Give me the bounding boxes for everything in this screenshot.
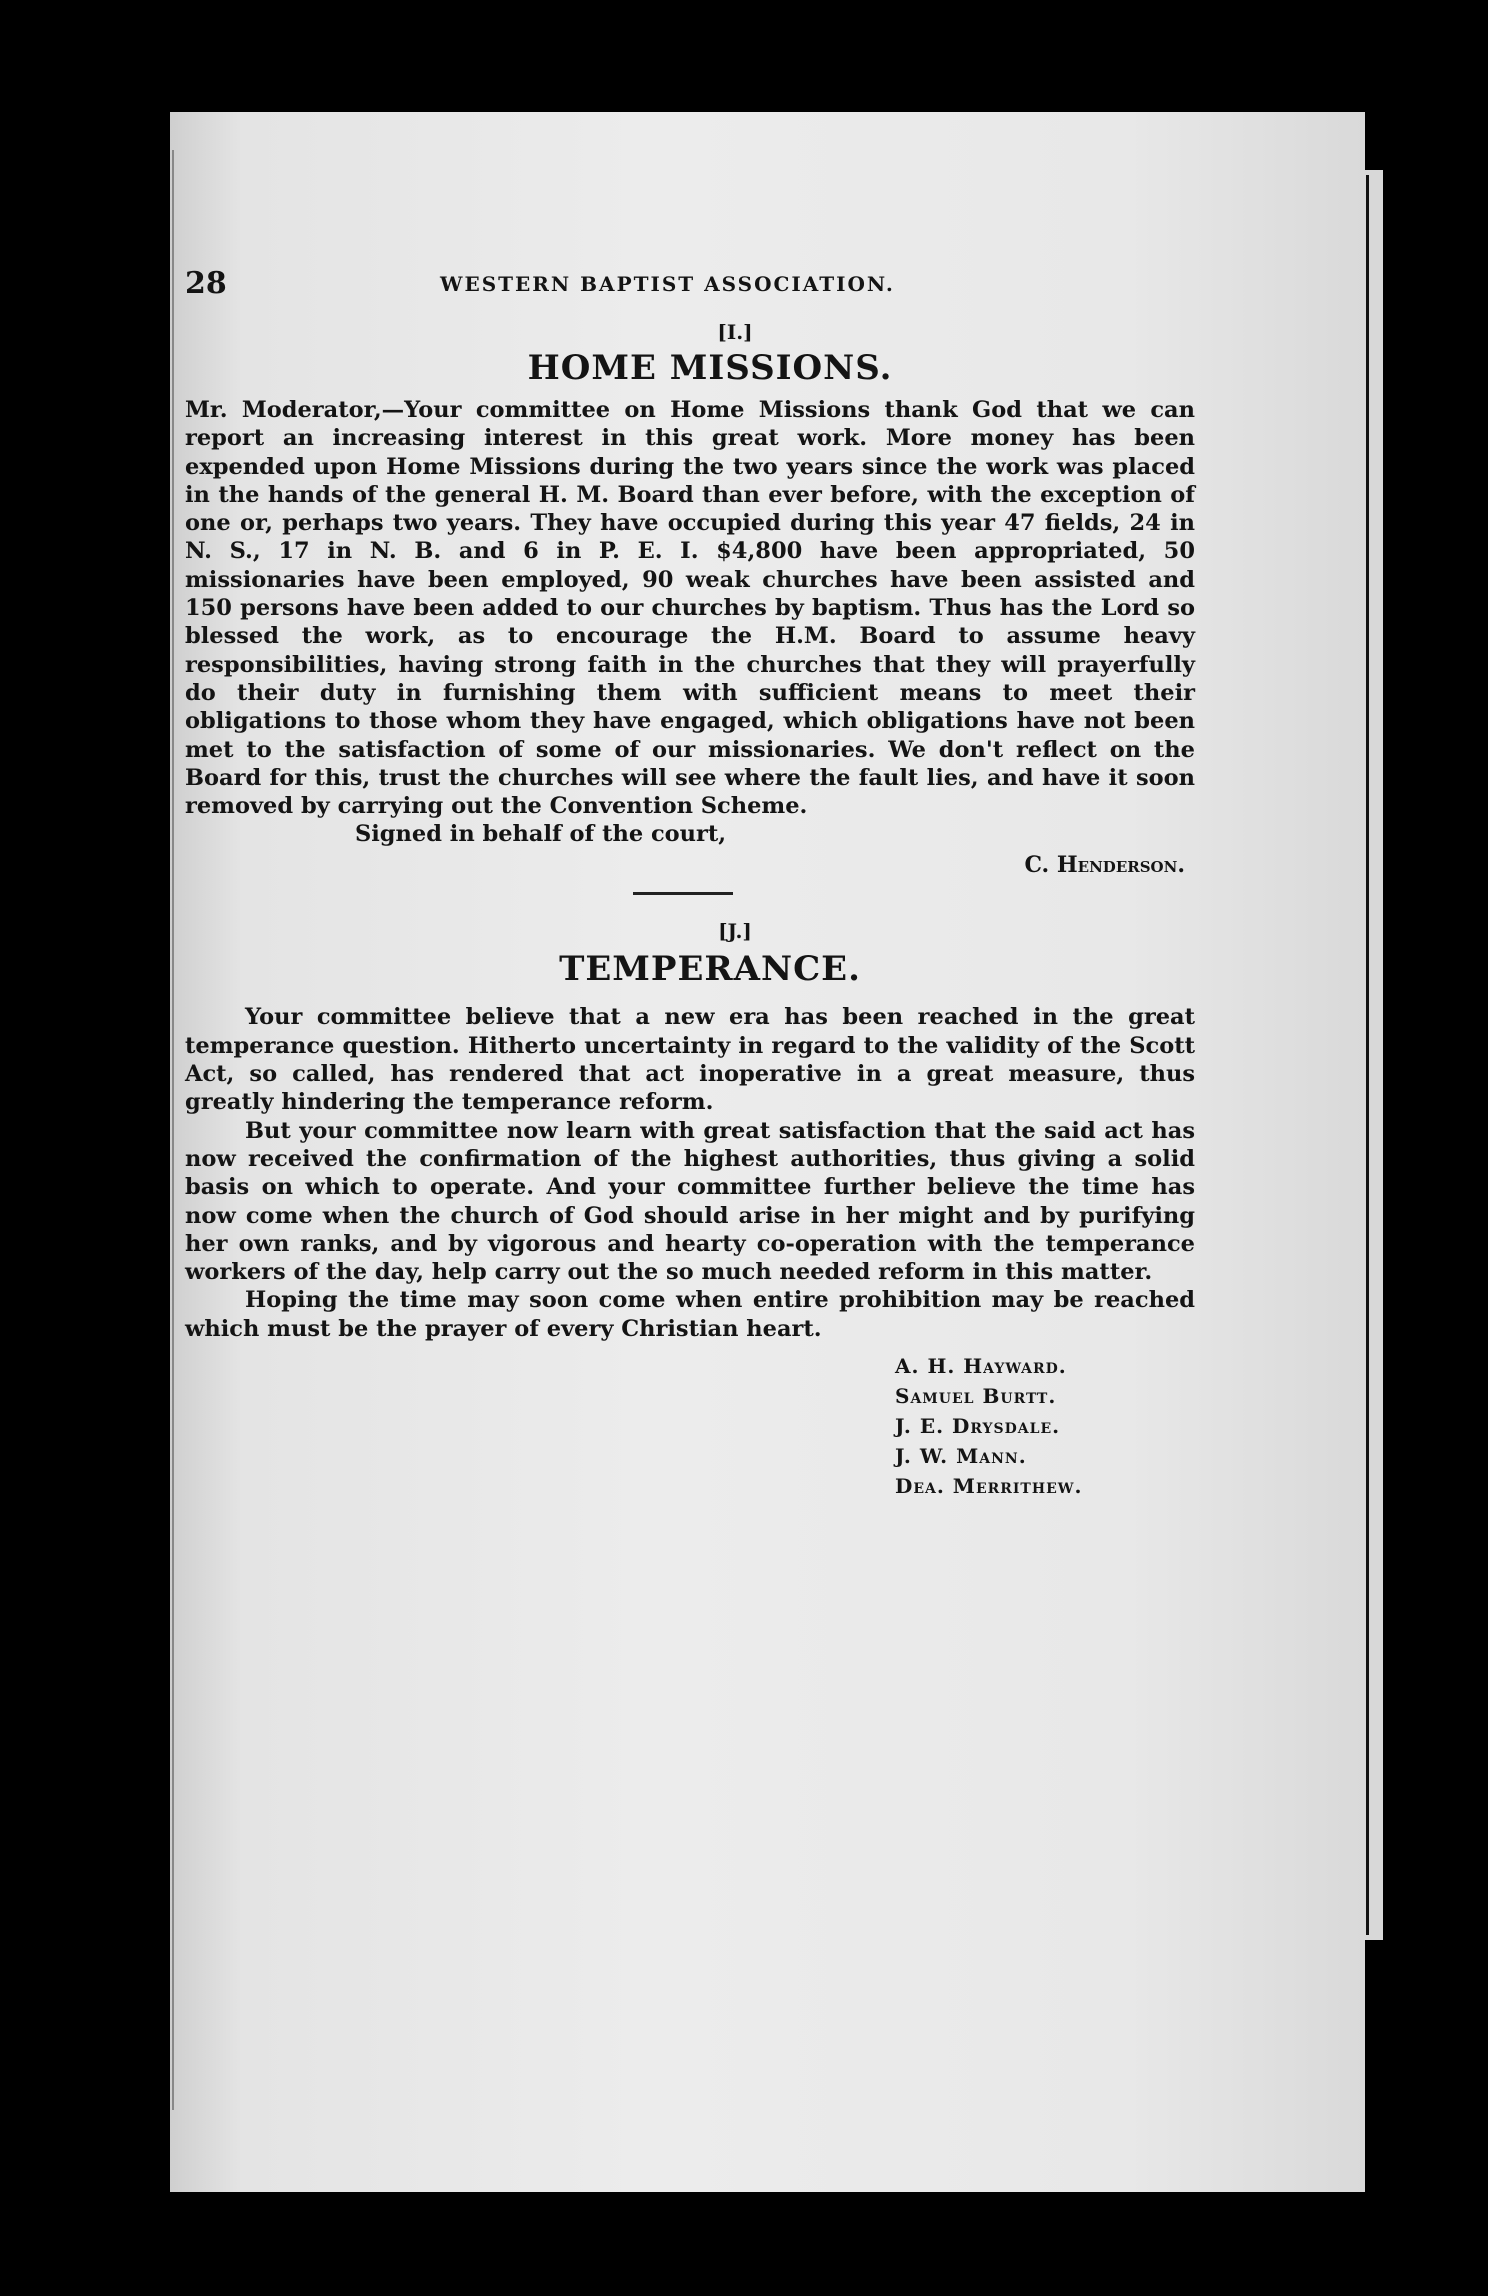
section-divider xyxy=(633,892,733,895)
home-missions-report: Mr. Moderator,—Your committee on Home Missions thank God that we can report an increasing interest in this great work. More money has been expended upon Home Missions during the two years since the work was placed in the hands of the general H. M. Board than ever before, with the exception of one or, perhaps two years. They have occupied during this year 47 fields, 24 in N. S., 17 in N. B. and 6 in P. E. I. $4,800 have been appropriated, 50 missionaries have been employed, 90 weak churches have been assisted and 150 persons have been added to our churches by baptism. Thus has the Lord so blessed the work, as to encourage the H.M. Board to assume heavy responsibilities, having strong faith in the churches that they will prayerfully do their duty in furnishing them with sufficient means to meet their obligations to those whom they have engaged, which obligations have not been met to the satisfaction of some of our missionaries. We don't reflect on the Board for this, trust the churches will see where the fault lies, and have it soon removed by carrying out the Convention Scheme. xyxy=(185,397,1195,820)
section-title-temperance: TEMPERANCE. xyxy=(559,949,861,990)
signers-list xyxy=(895,1351,1195,1501)
page-header xyxy=(185,260,1195,320)
page-gutter-line xyxy=(1366,175,1369,1935)
page-left-edge xyxy=(172,150,174,2110)
section-title-home-missions: HOME MISSIONS. xyxy=(527,348,893,388)
signer: J. E. Drysdale. xyxy=(895,1414,1061,1439)
signer: Samuel Burtt. xyxy=(895,1384,1057,1409)
signer: J. W. Mann. xyxy=(895,1444,1027,1469)
running-title: WESTERN BAPTIST ASSOCIATION. xyxy=(440,272,895,296)
page-content xyxy=(185,260,1195,1501)
temperance-paragraph-3: Hoping the time may soon come when entire prohibition may be reached which must be the prayer of every Christian heart. xyxy=(185,1287,1195,1342)
section-label-i: [I.] xyxy=(717,320,753,344)
temperance-paragraph-1: Your committee believe that a new era has been reached in the great temperance question. Hitherto uncertainty in regard to the validity of the Scott Act, so called, has rendered that act inoperative in a great measure, thus greatly hindering the temperance reform. xyxy=(185,1004,1195,1116)
page-number: 28 xyxy=(185,266,227,301)
section-label-j: [J.] xyxy=(718,919,752,944)
signature-henderson: C. Henderson. xyxy=(1024,852,1185,879)
signer: A. H. Hayward. xyxy=(895,1354,1067,1379)
temperance-paragraph-2: But your committee now learn with great satisfaction that the said act has now received the confirmation of the highest authorities, thus giving a solid basis on which to operate. And your committee further believe the time has now come when the church of God should arise in her might and by purifying her own ranks, and by vigorous and hearty co-operation with the temperance workers of the day, help carry out the so much needed reform in this matter. xyxy=(185,1117,1195,1286)
signed-line: Signed in behalf of the court, xyxy=(355,821,727,848)
signer: Dea. Merrithew. xyxy=(895,1474,1083,1499)
